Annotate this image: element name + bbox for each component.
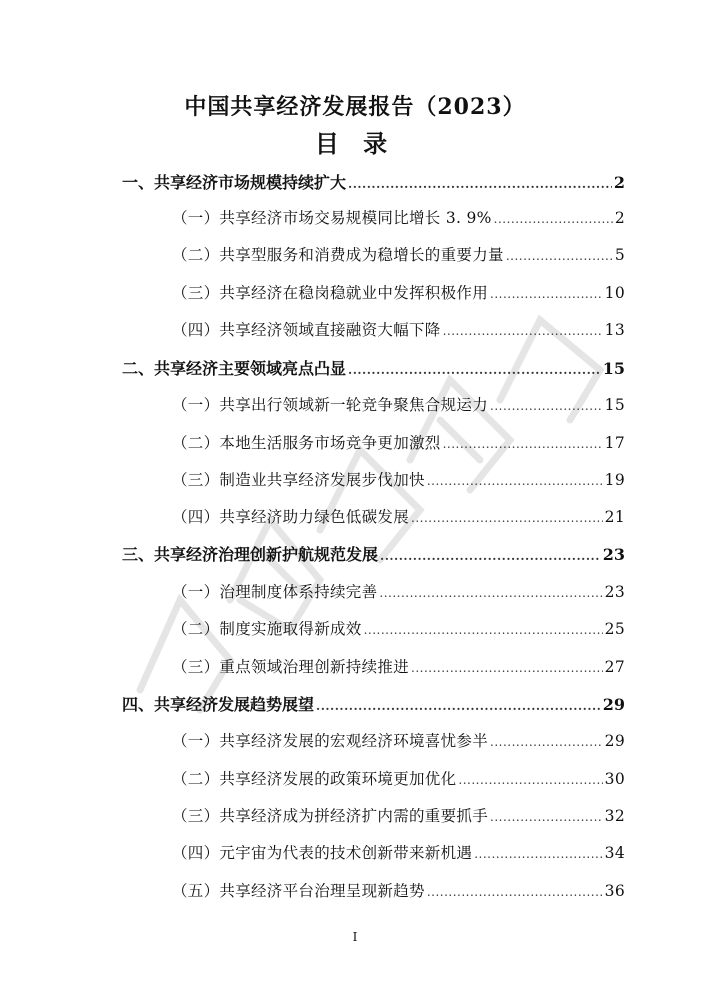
toc-page-number: 29 <box>604 732 625 750</box>
toc-entry-text: （三）制造业共享经济发展步伐加快 <box>172 471 425 489</box>
toc-section-entry[interactable] <box>122 692 625 715</box>
toc-page-number: 21 <box>604 508 625 526</box>
toc-page-number: 15 <box>604 396 625 414</box>
toc-page-number: 5 <box>614 246 625 264</box>
document-title: 中国共享经济发展报告（2023） <box>184 94 526 120</box>
toc-entry-text: 四、共享经济发展趋势展望 <box>122 695 315 714</box>
toc-subsection-entry[interactable] <box>172 729 625 751</box>
toc-page-number: 32 <box>604 807 625 825</box>
toc-dot-leader <box>348 359 601 378</box>
toc-page-number: 27 <box>604 658 625 676</box>
toc-subsection-entry[interactable] <box>172 767 625 789</box>
toc-dot-leader <box>379 583 602 601</box>
toc-subsection-entry[interactable] <box>172 281 625 303</box>
toc-entry-text: （三）共享经济成为拼经济扩内需的重要抓手 <box>172 807 489 825</box>
toc-subsection-entry[interactable] <box>172 468 625 490</box>
toc-subsection-entry[interactable] <box>172 318 625 340</box>
toc-entry-text: （二）制度实施取得新成效 <box>172 620 362 638</box>
toc-entry-text: 二、共享经济主要领域亮点凸显 <box>122 359 347 378</box>
toc-dot-leader <box>316 695 601 714</box>
toc-dot-leader <box>490 807 603 825</box>
toc-dot-leader <box>427 471 603 489</box>
toc-page-number: 29 <box>602 695 625 714</box>
toc-entry-text: （一）治理制度体系持续完善 <box>172 583 378 601</box>
toc-subsection-entry[interactable] <box>172 206 625 228</box>
toc-page-number: 36 <box>604 882 625 900</box>
toc-page-number: 13 <box>604 321 625 339</box>
toc-subsection-entry[interactable] <box>172 431 625 453</box>
toc-dot-leader <box>348 173 612 192</box>
toc-page-number: 23 <box>604 583 625 601</box>
page-number: I <box>352 930 358 944</box>
toc-subsection-entry[interactable] <box>172 580 625 602</box>
toc-dot-leader <box>494 209 613 227</box>
toc-dot-leader <box>427 882 603 900</box>
toc-entry-text: （一）共享经济发展的宏观经济环境喜忧参半 <box>172 732 489 750</box>
toc-dot-leader <box>490 732 603 750</box>
toc-subsection-entry[interactable] <box>172 617 625 639</box>
toc-dot-leader <box>490 396 603 414</box>
toc-entry-text: （二）共享经济发展的政策环境更加优化 <box>172 770 457 788</box>
toc-dot-leader <box>411 658 603 676</box>
toc-entry-text: 一、共享经济市场规模持续扩大 <box>122 173 347 192</box>
toc-dot-leader <box>380 545 601 564</box>
toc-entry-text: （五）共享经济平台治理呈现新趋势 <box>172 882 425 900</box>
toc-page-number: 2 <box>614 209 625 227</box>
toc-page-number: 23 <box>602 545 625 564</box>
toc-subsection-entry[interactable] <box>172 879 625 901</box>
toc-page-number: 17 <box>604 434 625 452</box>
toc-dot-leader <box>458 770 602 788</box>
toc-section-entry[interactable] <box>122 542 625 565</box>
toc-section-entry[interactable] <box>122 356 625 379</box>
toc-dot-leader <box>506 246 613 264</box>
toc-entry-text: （四）共享经济领域直接融资大幅下降 <box>172 321 441 339</box>
toc-entry-text: （二）本地生活服务市场竞争更加激烈 <box>172 434 441 452</box>
toc-dot-leader <box>411 508 603 526</box>
toc-entry-text: （四）元宇宙为代表的技术创新带来新机遇 <box>172 844 473 862</box>
toc-page-number: 2 <box>613 173 625 192</box>
toc-subsection-entry[interactable] <box>172 505 625 527</box>
toc-subsection-entry[interactable] <box>172 393 625 415</box>
toc-page-number: 30 <box>604 770 625 788</box>
toc-entry-text: （二）共享型服务和消费成为稳增长的重要力量 <box>172 246 504 264</box>
toc-page-number: 19 <box>604 471 625 489</box>
toc-entry-text: 三、共享经济治理创新护航规范发展 <box>122 545 379 564</box>
toc-entry-text: （一）共享经济市场交易规模同比增长 3. 9% <box>172 209 492 227</box>
toc-dot-leader <box>490 284 603 302</box>
toc-page-number: 15 <box>602 359 625 378</box>
toc-entry-text: （三）共享经济在稳岗稳就业中发挥积极作用 <box>172 284 489 302</box>
toc-heading: 目 录 <box>314 129 396 158</box>
toc-page-number: 10 <box>604 284 625 302</box>
toc-dot-leader <box>364 620 603 638</box>
toc-dot-leader <box>474 844 602 862</box>
toc-entry-text: （四）共享经济助力绿色低碳发展 <box>172 508 410 526</box>
toc-section-entry[interactable] <box>122 170 625 193</box>
toc-page-number: 34 <box>604 844 625 862</box>
toc-entry-text: （三）重点领域治理创新持续推进 <box>172 658 410 676</box>
toc-subsection-entry[interactable] <box>172 655 625 677</box>
toc-dot-leader <box>443 434 603 452</box>
toc-entry-text: （一）共享出行领域新一轮竞争聚焦合规运力 <box>172 396 489 414</box>
toc-subsection-entry[interactable] <box>172 243 625 265</box>
toc-dot-leader <box>443 321 603 339</box>
toc-page-number: 25 <box>604 620 625 638</box>
toc-subsection-entry[interactable] <box>172 804 625 826</box>
toc-subsection-entry[interactable] <box>172 841 625 863</box>
